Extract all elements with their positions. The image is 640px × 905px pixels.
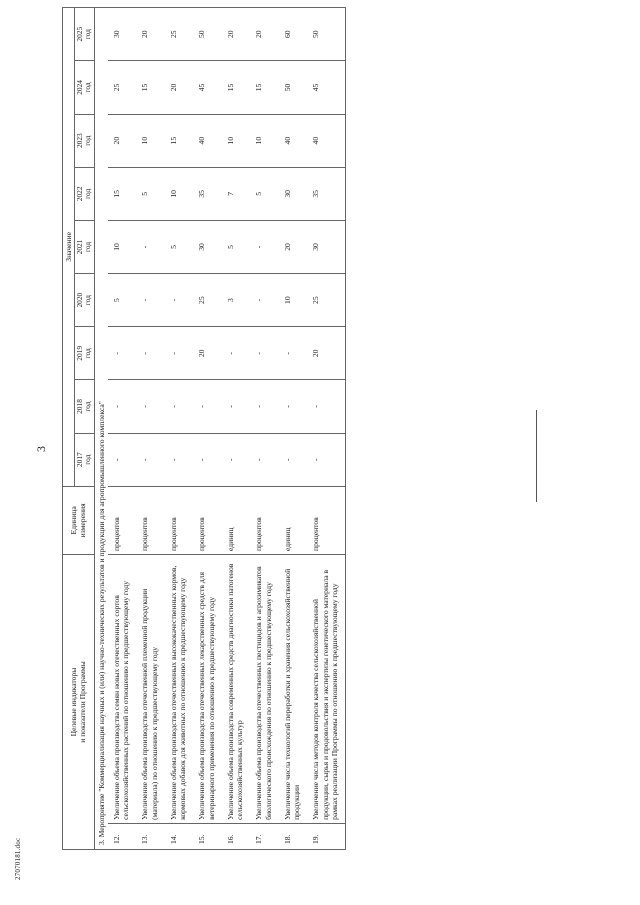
table-row (165, 8, 194, 850)
value-cell: 60 (279, 8, 308, 61)
row-number: 19. (307, 823, 345, 849)
row-number: 16. (222, 823, 251, 849)
value-cell: 35 (193, 167, 222, 220)
value-cell: 10 (250, 114, 279, 167)
value-cell: - (250, 327, 279, 380)
value-cell: - (250, 220, 279, 273)
value-cell: - (222, 433, 251, 486)
indicator-name: Увеличение числа технологий переработки и хранения сельскохозяйственной продукции (279, 554, 308, 823)
table-row (250, 8, 279, 850)
table-row (222, 8, 251, 850)
indicator-name: Увеличение объема производства семян новых отечественных сортов сельскохозяйственных растений по отношению к предшествующему году (108, 554, 137, 823)
unit-header: Единица измерения (63, 486, 95, 554)
value-cell: 5 (222, 220, 251, 273)
value-cell: 45 (307, 61, 345, 114)
value-cell: - (165, 274, 194, 327)
value-cell: 30 (193, 220, 222, 273)
unit-cell: процентов (108, 486, 137, 554)
row-number: 15. (193, 823, 222, 849)
value-cell: - (136, 220, 165, 273)
value-cell: - (250, 380, 279, 433)
value-cell: 5 (108, 274, 137, 327)
year-header: 2018 год (75, 380, 94, 433)
year-header: 2017 год (75, 433, 94, 486)
year-header: 2024 год (75, 61, 94, 114)
table-row (279, 8, 308, 850)
value-cell: 25 (193, 274, 222, 327)
indicator-name: Увеличение объема производства современных средств диагностики патогенов сельскохозяйственных культур (222, 554, 251, 823)
row-number: 12. (108, 823, 137, 849)
value-cell: 20 (193, 327, 222, 380)
year-header: 2023 год (75, 114, 94, 167)
year-header: 2020 год (75, 274, 94, 327)
indicator-name: Увеличение числа методов контроля качества сельскохозяйственной продукции, сырья и продовольствия и экспертизы генетического материала в рамках реализации Программы по отношению к предшествующему году (307, 554, 345, 823)
value-cell: 20 (279, 220, 308, 273)
value-cell: 40 (279, 114, 308, 167)
value-cell: 15 (136, 61, 165, 114)
value-cell: 15 (250, 61, 279, 114)
value-cell: 20 (136, 8, 165, 61)
document-code: 27070181.doc (14, 837, 22, 880)
year-header: 2021 год (75, 220, 94, 273)
value-cell: - (136, 274, 165, 327)
value-cell: - (165, 380, 194, 433)
value-cell: 10 (108, 220, 137, 273)
value-cell: - (193, 433, 222, 486)
table-row (108, 8, 137, 850)
value-cell: - (136, 433, 165, 486)
value-cell: 10 (165, 167, 194, 220)
value-cell: 30 (307, 220, 345, 273)
value-cell: 15 (222, 61, 251, 114)
unit-cell: процентов (136, 486, 165, 554)
value-cell: 10 (222, 114, 251, 167)
page-number: 3 (34, 446, 48, 452)
year-header: 2025 год (75, 8, 94, 61)
value-cell: - (165, 433, 194, 486)
value-cell: 40 (307, 114, 345, 167)
year-header: 2022 год (75, 167, 94, 220)
value-cell: 30 (279, 167, 308, 220)
value-cell: 25 (108, 61, 137, 114)
row-number: 13. (136, 823, 165, 849)
year-header: 2019 год (75, 327, 94, 380)
value-cell: 20 (165, 61, 194, 114)
value-cell: 20 (307, 327, 345, 380)
value-cell: - (279, 433, 308, 486)
unit-cell: процентов (307, 486, 345, 554)
indicator-name: Увеличение объема производства отечественных пестицидов и агрохимикатов биологического происхождения по отношению к предшествующему году (250, 554, 279, 823)
value-cell: 50 (307, 8, 345, 61)
value-cell: 50 (279, 61, 308, 114)
unit-cell: единиц (222, 486, 251, 554)
value-header: Значение (63, 8, 75, 487)
value-cell: 10 (279, 274, 308, 327)
indicator-name: Увеличение объема производства отечественной племенной продукции (материала) по отношению к предшествующему году (136, 554, 165, 823)
table-row (136, 8, 165, 850)
indicator-name: Увеличение объема производства отечественных высококачественных кормов, кормовых добавок для животных по отношению к предшествующему году (165, 554, 194, 823)
row-number: 18. (279, 823, 308, 849)
value-cell: 3 (222, 274, 251, 327)
unit-cell: единиц (279, 486, 308, 554)
value-cell: - (136, 327, 165, 380)
value-cell: - (250, 433, 279, 486)
value-cell: 20 (108, 114, 137, 167)
value-cell: - (279, 380, 308, 433)
section-title: 3. Мероприятие "Коммерциализация научных и (или) научно-технических результатов и продукции для агропромышленного комплекса" (94, 8, 108, 850)
value-cell: 20 (250, 8, 279, 61)
value-cell: 25 (165, 8, 194, 61)
value-cell: 40 (193, 114, 222, 167)
indicator-name: Увеличение объема производства отечественных лекарственных средств для ветеринарного применения по отношению к предшествующему году (193, 554, 222, 823)
value-cell: 5 (165, 220, 194, 273)
value-cell: 35 (307, 167, 345, 220)
value-cell: 15 (165, 114, 194, 167)
value-cell: - (222, 327, 251, 380)
row-number: 17. (250, 823, 279, 849)
value-cell: - (165, 327, 194, 380)
value-cell: - (108, 327, 137, 380)
table-row (193, 8, 222, 850)
unit-cell: процентов (250, 486, 279, 554)
value-cell: 15 (108, 167, 137, 220)
unit-cell: процентов (165, 486, 194, 554)
value-cell: - (108, 380, 137, 433)
value-cell: - (108, 433, 137, 486)
value-cell: 25 (307, 274, 345, 327)
value-cell: - (279, 327, 308, 380)
value-cell: 7 (222, 167, 251, 220)
indicator-header: Целевые индикаторы и показатели Программы (63, 554, 95, 849)
value-cell: 5 (136, 167, 165, 220)
value-cell: - (136, 380, 165, 433)
value-cell: - (307, 433, 345, 486)
unit-cell: процентов (193, 486, 222, 554)
value-cell: - (222, 380, 251, 433)
value-cell: 20 (222, 8, 251, 61)
table-row (307, 8, 345, 850)
value-cell: 45 (193, 61, 222, 114)
value-cell: 50 (193, 8, 222, 61)
value-cell: - (193, 380, 222, 433)
row-number: 14. (165, 823, 194, 849)
indicators-table (62, 7, 346, 850)
value-cell: 10 (136, 114, 165, 167)
value-cell: 5 (250, 167, 279, 220)
value-cell: - (307, 380, 345, 433)
value-cell: 30 (108, 8, 137, 61)
table-body (94, 8, 346, 850)
value-cell: - (250, 274, 279, 327)
